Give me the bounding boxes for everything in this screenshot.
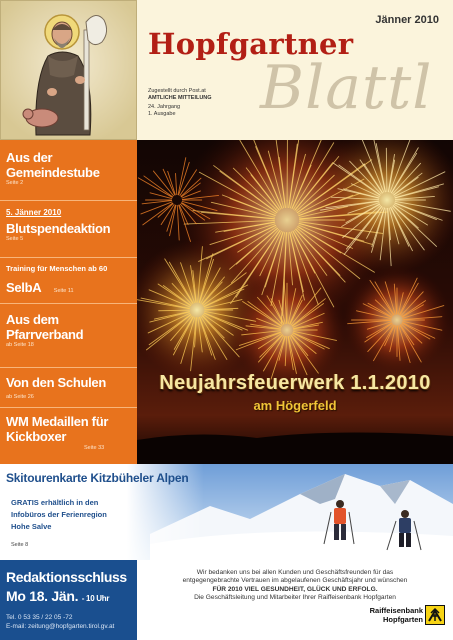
sidebar-divider xyxy=(0,257,137,258)
cover-headline: Neujahrsfeuerwerk 1.1.2010 xyxy=(159,372,431,394)
raiffeisen-logo-icon xyxy=(425,605,445,625)
bank-message-line: Wir bedanken uns bei allen Kunden und Geschäftsfreunden für das xyxy=(196,569,394,576)
sidebar-item-title: Blutspendeaktion xyxy=(6,221,111,236)
sidebar-item-title: Von den Schulen xyxy=(6,375,106,390)
post-note xyxy=(148,88,212,102)
sidebar-item-blutspende[interactable] xyxy=(6,208,134,242)
fireworks-photo-icon xyxy=(137,140,453,464)
sidebar-item-page: ab Seite 26 xyxy=(6,394,34,400)
bank-message-line: Die Geschäftsleitung und Mitarbeiter Ihrer Raiffeisenbank Hopfgarten xyxy=(194,593,396,601)
bank-advertisement xyxy=(137,560,453,640)
ski-body-line: Infobüros der Ferienregion xyxy=(11,510,107,519)
sidebar-item-page: Seite 11 xyxy=(53,288,74,294)
sidebar-item-page: Seite 2 xyxy=(6,180,24,186)
sidebar-item-kicker: Training für Menschen ab 60 xyxy=(6,264,108,273)
issue-info xyxy=(148,104,180,118)
sidebar-divider xyxy=(0,407,137,408)
masthead xyxy=(0,0,453,140)
deadline-date xyxy=(6,588,109,604)
cover-subline: am Högerfeld xyxy=(253,398,337,413)
sidebar-divider xyxy=(0,200,137,201)
ski-body-line: Hohe Salve xyxy=(11,522,52,531)
sidebar-item-title: SelbA xyxy=(6,280,42,295)
sidebar-item-gemeindestube[interactable] xyxy=(6,150,134,186)
bank-name xyxy=(370,606,423,624)
sidebar-item-title: WM Medaillen für Kickboxer xyxy=(6,414,109,444)
bank-name-line: Hopfgarten xyxy=(383,615,423,624)
deadline-day: Mo 18. Jän. xyxy=(6,588,79,604)
masthead-script-title: Blattl xyxy=(260,53,433,123)
sidebar-item-page: Seite 5 xyxy=(6,236,24,242)
cover-photo xyxy=(137,140,453,464)
issue-month: Jänner 2010 xyxy=(375,14,439,26)
contents-sidebar xyxy=(0,140,137,464)
editorial-deadline-box xyxy=(0,560,137,640)
ski-body-line: GRATIS erhältlich in den xyxy=(11,498,99,507)
ski-map-feature xyxy=(0,464,453,560)
ski-feature-body xyxy=(11,497,131,533)
bank-name-line: Raiffeisenbank xyxy=(369,606,423,615)
sidebar-divider xyxy=(0,303,137,304)
sidebar-item-schulen[interactable] xyxy=(6,375,134,400)
deadline-time: - 10 Uhr xyxy=(81,594,110,603)
bank-message-line: entgegengebrachte Vertrauen im abgelaufenen Geschäftsjahr und wünschen xyxy=(182,577,408,585)
deadline-email[interactable]: E-mail: zeitung@hopfgarten.tirol.gv.at xyxy=(6,623,115,630)
sidebar-divider xyxy=(0,367,137,368)
official-notice-label: AMTLICHE MITTEILUNG xyxy=(148,95,212,101)
sidebar-item-title: Aus dem Pfarrverband xyxy=(6,312,84,342)
sidebar-item-pfarrverband[interactable] xyxy=(6,312,134,348)
deadline-phone: Tel. 0 53 35 / 22 05 -72 xyxy=(6,614,73,621)
ski-feature-page: Seite 8 xyxy=(11,542,29,548)
deadline-contact xyxy=(6,613,114,631)
masthead-title: Hopfgartner xyxy=(148,27,354,61)
sidebar-item-page: Seite 33 xyxy=(84,445,105,451)
post-note-line: Zugestellt durch Post.at xyxy=(148,88,206,94)
sidebar-item-date: 5. Jänner 2010 xyxy=(6,208,62,217)
deadline-title: Redaktionsschluss xyxy=(6,569,127,585)
sidebar-item-page: ab Seite 18 xyxy=(6,342,34,348)
sidebar-item-title: Aus der Gemeindestube xyxy=(6,150,100,180)
sidebar-item-kickboxer[interactable] xyxy=(6,414,134,451)
bank-message xyxy=(147,569,443,602)
issue-label: 1. Ausgabe xyxy=(148,111,176,117)
saint-portrait-seal-icon xyxy=(0,0,137,140)
volume-label: 24. Jahrgang xyxy=(148,104,181,110)
ski-feature-title: Skitourenkarte Kitzbüheler Alpen xyxy=(6,471,189,485)
bank-message-highlight: FÜR 2010 VIEL GESUNDHEIT, GLÜCK UND ERFOLG. xyxy=(212,585,378,593)
sidebar-item-selba[interactable] xyxy=(6,264,134,297)
